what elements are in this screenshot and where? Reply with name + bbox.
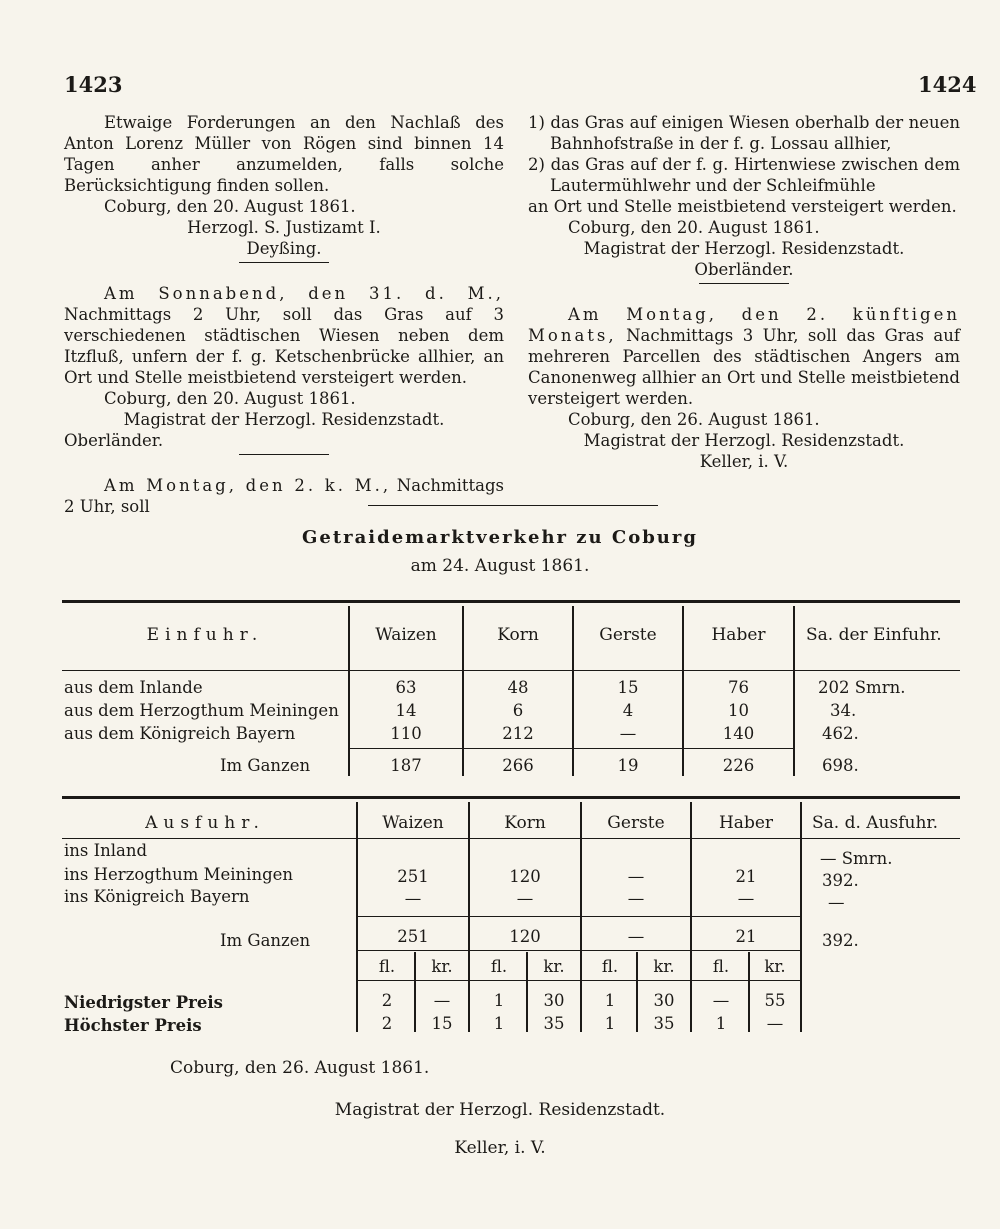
price-rule — [356, 950, 800, 951]
price-cell: 1 — [493, 991, 505, 1010]
market-authority: Magistrat der Herzogl. Residenzstadt. — [334, 1100, 666, 1120]
notice-anger-auction-date: Coburg, den 26. August 1861. — [568, 410, 820, 429]
auction-authority: Magistrat der Herzogl. Residenzstadt. — [583, 239, 905, 258]
cell-korn: — — [516, 889, 534, 908]
cell-korn: 120 — [509, 867, 541, 886]
market-signer: Keller, i. V. — [454, 1138, 546, 1158]
market-title: Getraidemarktverkehr zu Coburg — [302, 527, 698, 548]
cell-gerste: — — [627, 889, 645, 908]
unit-fl: fl. — [712, 957, 730, 976]
row-label: ins Inland — [64, 841, 148, 860]
notice-monday-auction-lead: Am Montag, den 2. k. M., — [104, 476, 392, 495]
row-label: ins Königreich Bayern — [64, 887, 250, 906]
cell-sum: 392. — [822, 871, 859, 890]
price-cell: 35 — [543, 1014, 565, 1033]
cell-korn: 6 — [512, 701, 524, 720]
column-rule — [800, 802, 802, 1032]
notice-grass-auction-date: Coburg, den 20. August 1861. — [104, 389, 356, 408]
total-gerste: 19 — [617, 756, 639, 775]
notice-claims-authority: Herzogl. S. Justizamt I. — [187, 218, 381, 237]
column-header-haber: Haber — [718, 813, 774, 833]
total-label: Im Ganzen — [220, 931, 311, 950]
price-cell: — — [433, 991, 451, 1010]
column-header-korn: Korn — [497, 625, 539, 645]
column-rule — [462, 606, 464, 776]
column-header-waizen: Waizen — [382, 813, 444, 833]
price-cell: 1 — [604, 991, 616, 1010]
row-label: aus dem Inlande — [64, 678, 203, 697]
cell-waizen: — — [404, 889, 422, 908]
column-header-korn: Korn — [504, 813, 546, 833]
total-waizen: 251 — [397, 927, 429, 946]
import-label: Einfuhr. — [146, 625, 264, 645]
cell-haber: 76 — [728, 678, 749, 697]
page-number-right: 1424 — [918, 72, 977, 97]
price-cell: 15 — [431, 1014, 453, 1033]
notice-anger-auction-signer: Keller, i. V. — [699, 452, 789, 471]
cell-sum: 462. — [822, 724, 859, 743]
price-rule — [356, 980, 800, 981]
cell-sum: — Smrn. — [820, 849, 893, 868]
price-cell: 2 — [381, 991, 393, 1010]
cell-gerste: 4 — [622, 701, 634, 720]
price-label: Niedrigster Preis — [64, 993, 223, 1012]
auction-item-2: 2) das Gras auf der f. g. Hirtenwiese zwischen dem Lautermühlwehr und der Schleifmühle — [528, 155, 960, 195]
unit-kr: kr. — [543, 957, 565, 976]
notice-claims-date: Coburg, den 20. August 1861. — [104, 197, 356, 216]
price-cell: 1 — [493, 1014, 505, 1033]
price-cell: 2 — [381, 1014, 393, 1033]
column-header-haber: Haber — [711, 625, 766, 645]
table-rule — [62, 670, 960, 671]
total-korn: 120 — [509, 927, 541, 946]
cell-gerste: — — [619, 724, 637, 743]
notice-monday-auction — [64, 475, 504, 517]
total-gerste: — — [627, 927, 645, 946]
separator-rule — [239, 454, 329, 455]
cell-haber: 10 — [728, 701, 749, 720]
price-label: Höchster Preis — [64, 1016, 202, 1035]
column-header-waizen: Waizen — [375, 625, 437, 645]
subtotal-rule — [348, 748, 793, 749]
price-cell: 55 — [764, 991, 786, 1010]
unit-fl: fl. — [601, 957, 619, 976]
table-rule — [62, 796, 960, 799]
column-rule — [356, 802, 358, 1032]
unit-kr: kr. — [653, 957, 675, 976]
export-sum-header: Sa. d. Ausfuhr. — [812, 813, 939, 833]
notice-grass-auction-authority: Magistrat der Herzogl. Residenzstadt. — [123, 410, 445, 429]
column-rule — [572, 606, 574, 776]
left-column — [64, 112, 504, 517]
price-cell: — — [766, 1014, 784, 1033]
separator-rule — [239, 262, 329, 263]
unit-fl: fl. — [490, 957, 508, 976]
total-sum: 698. — [822, 756, 859, 775]
notice-anger-auction-text: Nachmittags 3 Uhr, soll das Gras auf mehreren Parcellen des städtischen Angers am Canonenweg allhier an Ort und Stelle meistbietend versteigert werden. — [528, 326, 960, 408]
cell-haber: — — [737, 889, 755, 908]
notice-anger-auction — [528, 304, 960, 409]
price-cell: 1 — [715, 1014, 727, 1033]
section-divider — [368, 505, 658, 506]
subtotal-rule — [356, 916, 800, 917]
notice-grass-auction-signer: Oberländer. — [64, 431, 164, 450]
column-rule — [468, 802, 470, 1032]
column-header-gerste: Gerste — [599, 625, 657, 645]
separator-rule — [699, 283, 789, 284]
market-place-date: Coburg, den 26. August 1861. — [170, 1058, 430, 1078]
cell-haber: 140 — [722, 724, 755, 743]
auction-signer: Oberländer. — [694, 260, 794, 279]
total-korn: 266 — [502, 756, 534, 775]
notice-grass-auction-text: Nachmittags 2 Uhr, soll das Gras auf 3 verschiedenen städtischen Wiesen neben dem Itzfluß, unfern der f. g. Ketschenbrücke allhier, an Ort und Stelle meistbietend versteigert werden. — [64, 305, 504, 387]
cell-gerste: 15 — [617, 678, 639, 697]
notice-monday-auction-text: Nachmittags 2 Uhr, soll — [64, 476, 504, 516]
column-rule — [580, 802, 582, 1032]
column-rule — [682, 606, 684, 776]
cell-waizen: 14 — [395, 701, 417, 720]
unit-kr: kr. — [431, 957, 453, 976]
price-cell: 1 — [604, 1014, 616, 1033]
row-label: ins Herzogthum Meiningen — [64, 865, 294, 884]
notice-grass-auction — [64, 283, 504, 388]
column-header-gerste: Gerste — [607, 813, 665, 833]
table-rule — [62, 600, 960, 603]
column-rule — [348, 606, 350, 776]
cell-gerste: — — [627, 867, 645, 886]
row-label: aus dem Königreich Bayern — [64, 724, 296, 743]
cell-sum: — — [828, 893, 845, 912]
cell-korn: 212 — [502, 724, 534, 743]
notice-anger-auction-authority: Magistrat der Herzogl. Residenzstadt. — [583, 431, 905, 450]
cell-sum: 202 Smrn. — [818, 678, 906, 697]
page-number-left: 1423 — [64, 72, 123, 97]
cell-waizen: 110 — [390, 724, 422, 743]
notice-claims-signer: Deyßing. — [246, 239, 322, 258]
price-cell: 30 — [653, 991, 675, 1010]
cell-waizen: 251 — [397, 867, 429, 886]
auction-item-1: 1) das Gras auf einigen Wiesen oberhalb der neuen Bahnhofstraße in der f. g. Lossau allhier, — [528, 113, 960, 153]
cell-haber: 21 — [735, 867, 757, 886]
notice-grass-auction-lead: Am Sonnabend, den 31. d. M., — [104, 284, 504, 303]
market-date: am 24. August 1861. — [410, 556, 590, 576]
export-label: Ausfuhr. — [145, 813, 265, 833]
auction-date: Coburg, den 20. August 1861. — [568, 218, 820, 237]
cell-korn: 48 — [507, 678, 529, 697]
auction-continuation: an Ort und Stelle meistbietend versteigert werden. — [528, 197, 957, 216]
column-rule — [690, 802, 692, 1032]
total-haber: 21 — [735, 927, 757, 946]
cell-sum: 34. — [830, 701, 857, 720]
cell-waizen: 63 — [395, 678, 417, 697]
row-label: aus dem Herzogthum Meiningen — [64, 701, 339, 720]
right-column — [528, 112, 960, 472]
table-rule — [62, 838, 960, 839]
notice-claims-text: Etwaige Forderungen an den Nachlaß des Anton Lorenz Müller von Rögen sind binnen 14 Tagen anher anzumelden, falls solche Berücksichtigung finden sollen. — [64, 113, 504, 195]
price-cell: 30 — [543, 991, 565, 1010]
column-rule — [793, 606, 795, 776]
unit-fl: fl. — [378, 957, 396, 976]
total-label: Im Ganzen — [220, 756, 311, 775]
notice-anger-auction-lead: Am Montag, den 2. künftigen Monats, — [528, 305, 960, 345]
unit-kr: kr. — [764, 957, 786, 976]
price-cell: 35 — [653, 1014, 675, 1033]
import-sum-header: Sa. der Einfuhr. — [806, 625, 942, 645]
total-haber: 226 — [722, 756, 755, 775]
total-waizen: 187 — [390, 756, 422, 775]
total-sum: 392. — [822, 931, 859, 950]
price-cell: — — [712, 991, 730, 1010]
